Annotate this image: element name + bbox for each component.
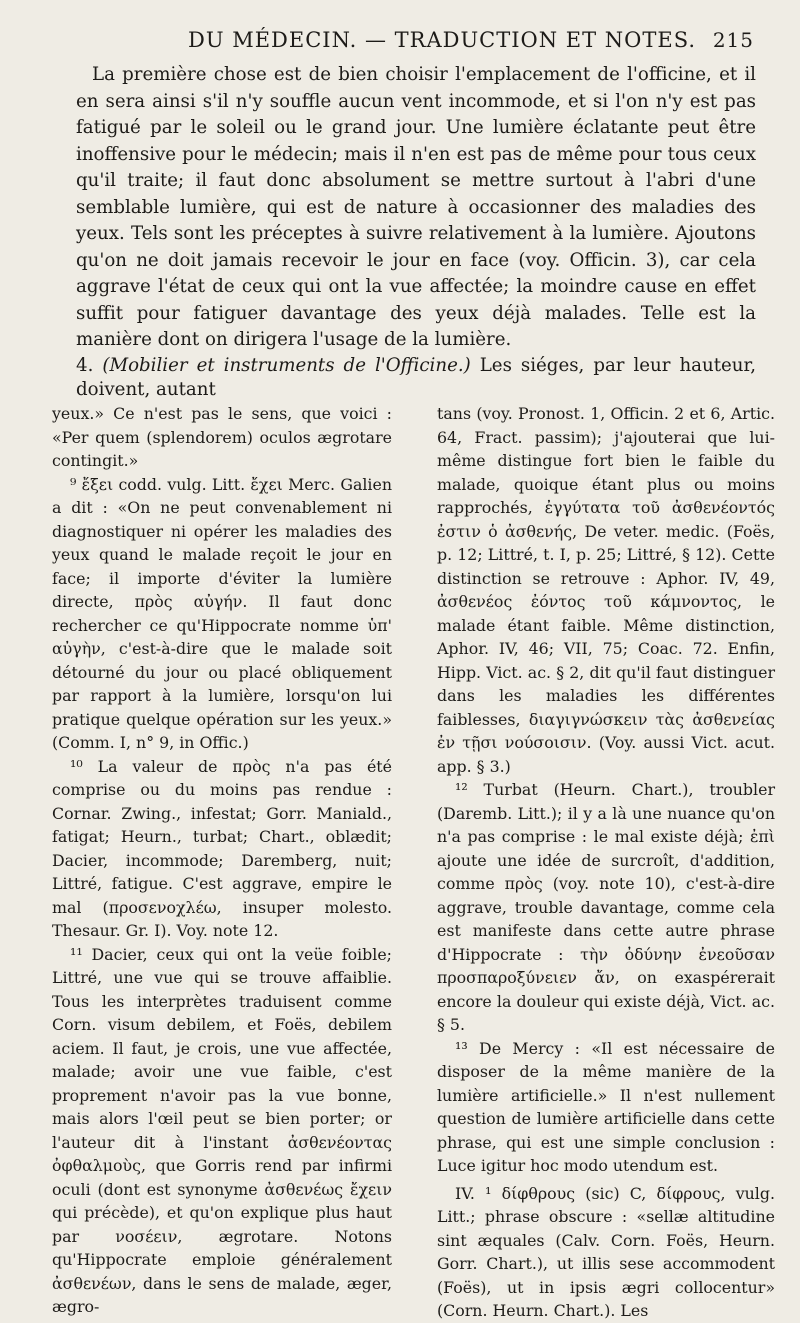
running-title: DU MÉDECIN. — TRADUCTION ET NOTES. [188, 28, 697, 52]
footnote: ⁹ ἔξει codd. vulg. Litt. ἔχει Merc. Galien a dit : «On ne peut convenablement ni diagnostiquer ni opérer les maladies des yeux quand le malade reçoit le jour en face; il importe d'éviter la lumière directe, πρὸς αὐγήν. Il faut donc rechercher ce qu'Hippocrate nomme ὑπ' αὐγὴν, c'est-à-dire que le malade soit détourné du jour ou placé obliquement par rapport à la lumière, lorsqu'on lui pratique quelque opération sur les yeux.» (Comm. I, n° 9, in Offic.) [52, 474, 392, 752]
footnotes-right-column [437, 402, 775, 1323]
footnotes-left-column [52, 402, 392, 1319]
footnote: IV. ¹ δίφθρους (sic) C, δίφρους, vulg. Litt.; phrase obscure : «sellæ altitudine sint æquales (Calv. Corn. Foës, Heurn. Gorr. Chart.), ut illis sese accommodent (Foës), ut in ipsis ægri collocentur» (Corn. Heurn. Chart.). Les [437, 1183, 775, 1320]
section-heading: (Mobilier et instruments de l'Officine.) [102, 355, 471, 376]
footnote: ¹⁰ La valeur de πρὸς n'a pas été comprise ou du moins pas rendue : Cornar. Zwing., infestat; Gorr. Maniald., fatigat; Heurn., turbat; Chart., oblædit; Dacier, incommode; Daremberg, nuit; Littré, fatigue. C'est aggrave, empire le mal (προσενοχλέω, insuper molesto. Thesaur. Gr. I). Voy. note 12. [52, 756, 392, 940]
section-number: 4. [76, 355, 94, 376]
main-text-block [76, 62, 756, 354]
section-text: Les siéges, par leur hauteur, doivent, autant [76, 355, 756, 400]
footnote: ¹¹ Dacier, ceux qui ont la veüe foible; Littré, une vue qui se trouve affaiblie. Tous les interprètes traduisent comme Corn. visum debilem, et Foës, debilem aciem. Il faut, je crois, une vue affectée, malade; avoir une vue faible, c'est proprement n'avoir pas la vue bonne, mais alors l'œil peut se bien porter; or l'auteur dit à l'instant ἀσθενέοντας ὀφθαλμοὺς, que Gorris rend par infirmi oculi (dont est synonyme ἀσθενέως ἔχειν qui précède), et qu'on explique plus haut par νοσέειν, ægrotare. Notons qu'Hippocrate emploie généralement ἀσθενέων, dans le sens de malade, æger, ægro- [52, 944, 392, 1316]
footnote: tans (voy. Pronost. 1, Officin. 2 et 6, Artic. 64, Fract. passim); j'ajouterai que lui-même distingue fort bien le faible du malade, quoique étant plus ou moins rapprochés, ἐγγύτατα τοῦ ἀσθενέοντός ἐστιν ὁ ἀσθενής, De veter. medic. (Foës, p. 12; Littré, t. I, p. 25; Littré, § 12). Cette distinction se retrouve : Aphor. IV, 49, ἀσθενέος ἐόντος τοῦ κάμνοντος, le malade étant faible. Même distinction, Aphor. IV, 46; VII, 75; Coac. 72. Enfin, Hipp. Vict. ac. § 2, dit qu'il faut distinguer dans les maladies les différentes faiblesses, διαγιγνώσκειν τὰς ἀσθενείας ἐν τῇσι νούσοισιν. (Voy. aussi Vict. acut. app. § 3.) [437, 404, 775, 776]
section-4 [76, 354, 756, 402]
main-paragraph: La première chose est de bien choisir l'emplacement de l'officine, et il en sera ainsi s'il n'y souffle aucun vent incommode, et si l'on n'y est pas fatigué par le soleil ou le grand jour. Une lumière éclatante peut être inoffensive pour le médecin; mais il n'en est pas de même pour tous ceux qu'il traite; il faut donc absolument se mettre surtout à l'abri d'une semblable lumière, qui est de nature à occasionner des maladies des yeux. Tels sont les préceptes à suivre relativement à la lumière. Ajoutons qu'on ne doit jamais recevoir le jour en face (voy. Officin. 3), car cela aggrave l'état de ceux qui ont la vue affectée; la moindre cause en effet suffit pour fatiguer davantage des yeux déjà malades. Telle est la manière dont on dirigera l'usage de la lumière. [76, 64, 756, 350]
footnote: ¹² Turbat (Heurn. Chart.), troubler (Daremb. Litt.); il y a là une nuance qu'on n'a pas comprise : le mal existe déjà; ἐπὶ ajoute une idée de surcroît, d'addition, comme πρὸς (voy. note 10), c'est-à-dire aggrave, trouble davantage, comme cela est manifeste dans cette autre phrase d'Hippocrate : τὴν ὀδύνην ἐνεοῦσαν προσπαροξύνειεν ἄν, on exaspérerait encore la douleur qui existe déjà, Vict. ac. § 5. [437, 780, 775, 1034]
page-header [100, 28, 754, 58]
page-number: 215 [712, 28, 754, 52]
footnote: ¹³ De Mercy : «Il est nécessaire de disposer de la même manière de la lumière artificielle.» Il n'est nullement question de lumière artificielle dans cette phrase, qui est une simple conclusion : Luce igitur hoc modo utendum est. [437, 1038, 775, 1175]
footnote: yeux.» Ce n'est pas le sens, que voici : «Per quem (splendorem) oculos ægrotare contingit.» [52, 404, 392, 470]
